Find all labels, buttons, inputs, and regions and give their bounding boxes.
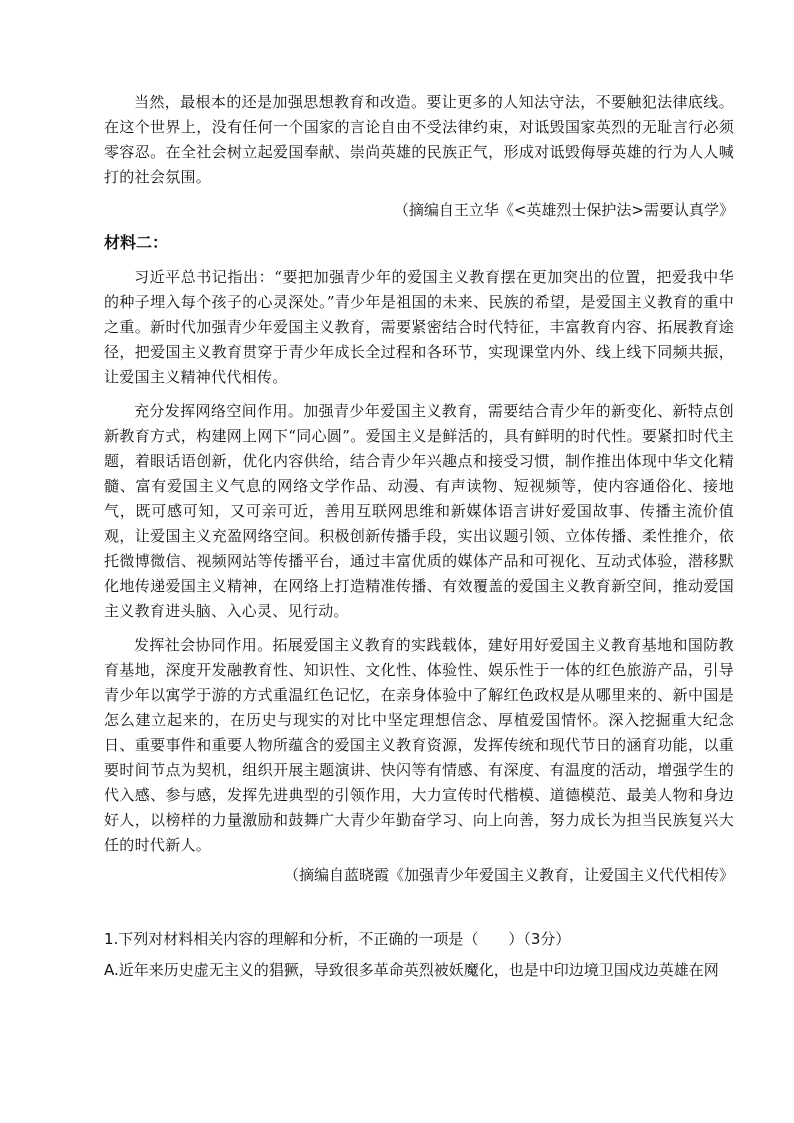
material2-heading: 材料二：	[104, 233, 169, 252]
document-page	[104, 90, 734, 981]
question-1-stem: 1.下列对材料相关内容的理解和分析，不正确的一项是（ ）（3分）	[104, 930, 571, 948]
question-1-option-a: A.近年来历史虚无主义的猖獗，导致很多革命英烈被妖魔化，也是中印边境卫国戍边英雄在网	[104, 961, 719, 979]
material1-source: （摘编自王立华《<英雄烈士保护法>需要认真学》	[393, 201, 734, 219]
material2-paragraph-2: 充分发挥网络空间作用。加强青少年爱国主义教育，需要结合青少年的新变化、新特点创新教育方式，构建网上网下“同心圆”。爱国主义是鲜活的，具有鲜明的时代性。要紧扣时代主题，着眼话语创新，优化内容供给，结合青少年兴趣点和接受习惯，制作推出体现中华文化精髓、富有爱国主义气息的网络文学作品、动漫、有声读物、短视频等，使内容通俗化、接地气，既可感可知，又可亲可近，善用互联网思维和新媒体语言讲好爱国故事、传播主流价值观，让爱国主义充盈网络空间。积极创新传播手段，实出议题引领、立体传播、柔性推介，依托微博微信、视频网站等传播平台，通过丰富优质的媒体产品和可视化、互动式体验，潜移默化地传递爱国主义精神，在网络上打造精准传播、有效覆盖的爱国主义教育新空间，推动爱国主义教育进头脑、入心灵、见行动。	[104, 402, 734, 620]
material2-paragraph-1: 习近平总书记指出：“要把加强青少年的爱国主义教育摆在更加突出的位置，把爱我中华的种子埋入每个孩子的心灵深处。”青少年是祖国的未来、民族的希望，是爱国主义教育的重中之重。新时代加强青少年爱国主义教育，需要紧密结合时代特征，丰富教育内容、拓展教育途径，把爱国主义教育贯穿于青少年成长全过程和各环节，实现课堂内外、线上线下同频共振，让爱国主义精神代代相传。	[104, 268, 734, 386]
material1-closing-paragraph: 当然，最根本的还是加强思想教育和改造。要让更多的人知法守法，不要触犯法律底线。在这个世界上，没有任何一个国家的言论自由不受法律约束，对诋毁国家英烈的无耻言行必须零容忍。在全社会树立起爱国奉献、崇尚英雄的民族正气，形成对诋毁侮辱英雄的行为人人喊打的社会氛围。	[104, 93, 734, 186]
material2-source: （摘编自蓝晓霞《加强青少年爱国主义教育，让爱国主义代代相传》	[283, 866, 734, 884]
material2-paragraph-3: 发挥社会协同作用。拓展爱国主义教育的实践载体，建好用好爱国主义教育基地和国防教育基地，深度开发融教育性、知识性、文化性、体验性、娱乐性于一体的红色旅游产品，引导青少年以寓学于游的方式重温红色记忆，在亲身体验中了解红色政权是从哪里来的、新中国是怎么建立起来的，在历史与现实的对比中坚定理想信念、厚植爱国情怀。深入挖掘重大纪念日、重要事件和重要人物所蕴含的爱国主义教育资源，发挥传统和现代节日的涵育功能，以重要时间节点为契机，组织开展主题演讲、快闪等有情感、有深度、有温度的活动，增强学生的代入感、参与感，发挥先进典型的引领作用，大力宣传时代楷模、道德模范、最美人物和身边好人，以榜样的力量激励和鼓舞广大青少年勤奋学习、向上向善，努力成长为担当民族复兴大任的时代新人。	[104, 636, 734, 854]
